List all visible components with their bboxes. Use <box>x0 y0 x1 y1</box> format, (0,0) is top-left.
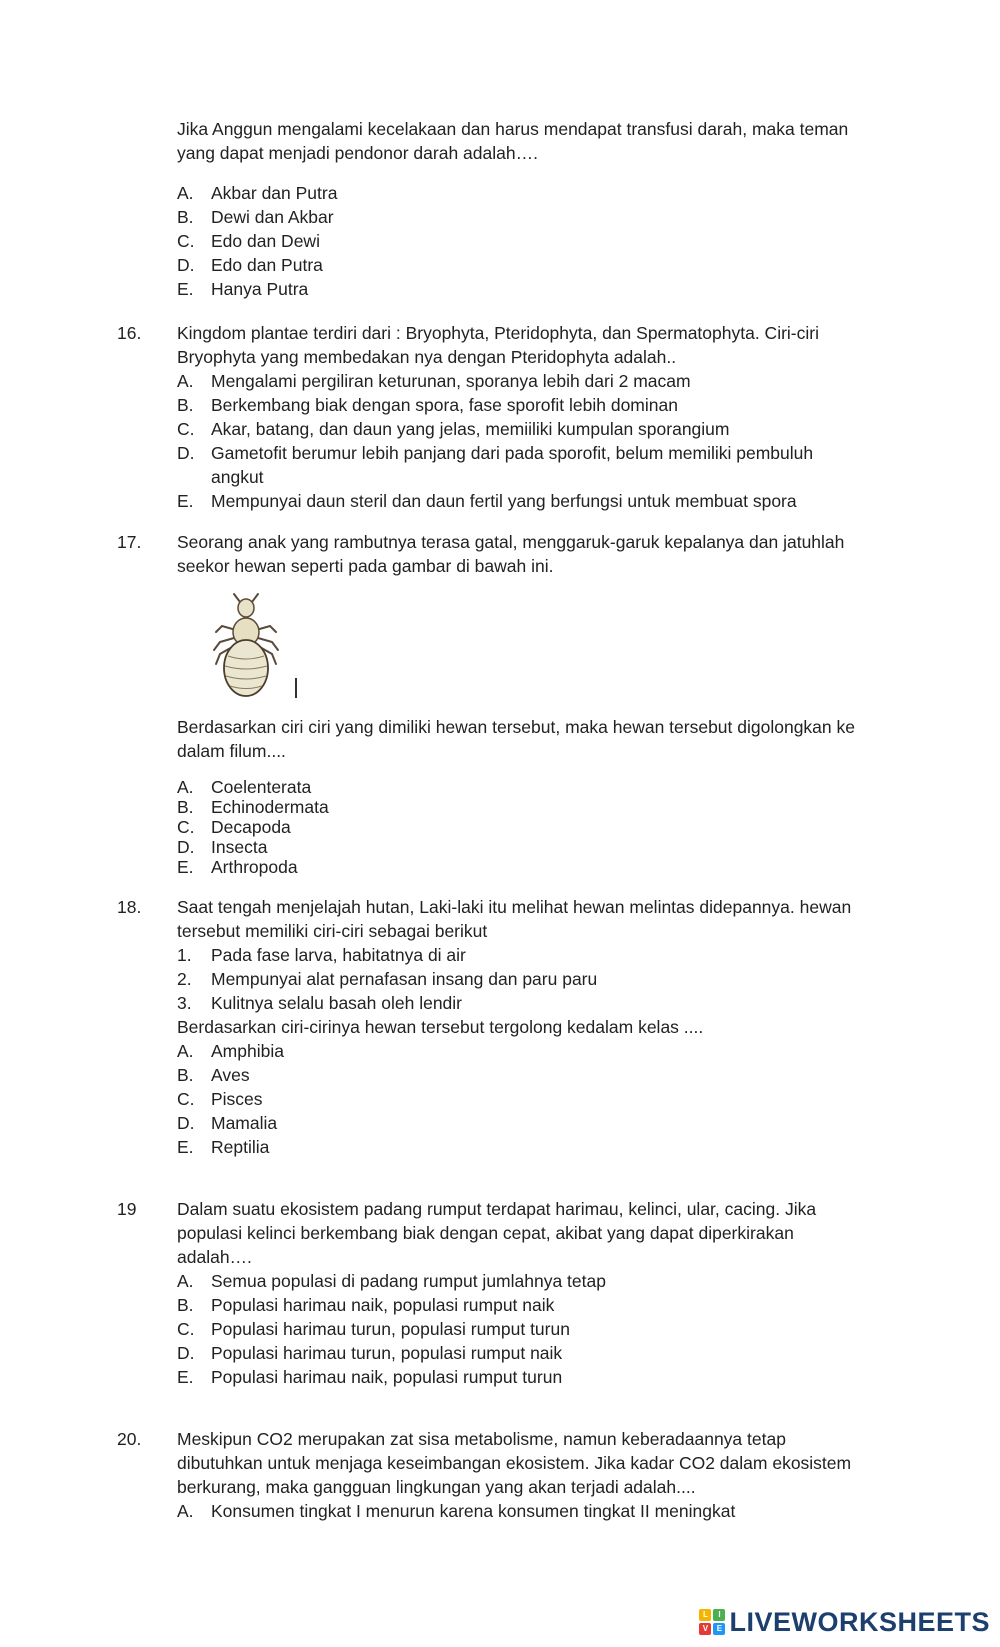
question-stem-line: Berdasarkan ciri-cirinya hewan tersebut tergolong kedalam kelas .... <box>177 1017 704 1037</box>
louse-illustration <box>208 592 284 702</box>
answer-option-b[interactable]: B. Dewi dan Akbar <box>177 207 334 227</box>
answer-option-d-continuation: angkut <box>211 467 264 487</box>
answer-option-a[interactable]: A. Akbar dan Putra <box>177 183 338 203</box>
question-stem-line: Bryophyta yang membedakan nya dengan Pteridophyta adalah.. <box>177 347 677 367</box>
question-stem-line: Seorang anak yang rambutnya terasa gatal, menggaruk-garuk kepalanya dan jatuhlah <box>177 532 845 552</box>
answer-option-d[interactable]: D. Populasi harimau turun, populasi rumput naik <box>177 1343 563 1363</box>
question-stem-line: Dalam suatu ekosistem padang rumput terdapat harimau, kelinci, ular, cacing. Jika <box>177 1199 817 1219</box>
answer-option-e[interactable]: E. Arthropoda <box>177 857 298 877</box>
answer-option-e[interactable]: E. Reptilia <box>177 1137 270 1157</box>
question-number: 16. <box>117 323 142 343</box>
answer-option-d[interactable]: D. Insecta <box>177 837 268 857</box>
question-number: 19 <box>117 1199 137 1219</box>
question-number: 18. <box>117 897 142 917</box>
question-stem-line: tersebut memiliki ciri-ciri sebagai berikut <box>177 921 488 941</box>
answer-option-e[interactable]: E. Hanya Putra <box>177 279 309 299</box>
answer-option-a[interactable]: A. Amphibia <box>177 1041 284 1061</box>
liveworksheets-logo <box>699 1606 990 1638</box>
answer-option-e[interactable]: E. Mempunyai daun steril dan daun fertil yang berfungsi untuk membuat spora <box>177 491 797 511</box>
answer-option-c[interactable]: C. Decapoda <box>177 817 291 837</box>
answer-option-d[interactable]: D. Gametofit berumur lebih panjang dari pada sporofit, belum memiliki pembuluh <box>177 443 814 463</box>
question-stem-line: dibutuhkan untuk menjaga keseimbangan ekosistem. Jika kadar CO2 dalam ekosistem <box>177 1453 852 1473</box>
question-stem-line: Berdasarkan ciri ciri yang dimiliki hewan tersebut, maka hewan tersebut digolongkan ke <box>177 717 855 737</box>
answer-option-d[interactable]: D. Mamalia <box>177 1113 278 1133</box>
answer-option-d[interactable]: D. Edo dan Putra <box>177 255 323 275</box>
answer-option-a[interactable]: A. Semua populasi di padang rumput jumlahnya tetap <box>177 1271 606 1291</box>
answer-option-b[interactable]: B. Populasi harimau naik, populasi rumput naik <box>177 1295 555 1315</box>
answer-option-b[interactable]: B. Aves <box>177 1065 250 1085</box>
question-number: 20. <box>117 1429 142 1449</box>
feature-item: 3. Kulitnya selalu basah oleh lendir <box>177 993 462 1013</box>
text-cursor <box>295 678 297 698</box>
answer-option-e[interactable]: E. Populasi harimau naik, populasi rumput turun <box>177 1367 563 1387</box>
question-stem-line: adalah…. <box>177 1247 252 1267</box>
answer-option-c[interactable]: C. Pisces <box>177 1089 263 1109</box>
answer-option-a[interactable]: A. Mengalami pergiliran keturunan, sporanya lebih dari 2 macam <box>177 371 691 391</box>
answer-option-c[interactable]: C. Edo dan Dewi <box>177 231 320 251</box>
question-stem-line: Kingdom plantae terdiri dari : Bryophyta, Pteridophyta, dan Spermatophyta. Ciri-ciri <box>177 323 819 343</box>
feature-item: 1. Pada fase larva, habitatnya di air <box>177 945 466 965</box>
answer-option-c[interactable]: C. Akar, batang, dan daun yang jelas, memiiliki kumpulan sporangium <box>177 419 730 439</box>
answer-option-b[interactable]: B. Berkembang biak dengan spora, fase sporofit lebih dominan <box>177 395 678 415</box>
question-stem-line: yang dapat menjadi pendonor darah adalah…. <box>177 143 538 163</box>
answer-option-a[interactable]: A. Konsumen tingkat I menurun karena konsumen tingkat II meningkat <box>177 1501 736 1521</box>
question-stem-line: Jika Anggun mengalami kecelakaan dan harus mendapat transfusi darah, maka teman <box>177 119 849 139</box>
feature-item: 2. Mempunyai alat pernafasan insang dan paru paru <box>177 969 598 989</box>
answer-option-c[interactable]: C. Populasi harimau turun, populasi rumput turun <box>177 1319 570 1339</box>
question-stem-line: berkurang, maka gangguan lingkungan yang akan terjadi adalah.... <box>177 1477 696 1497</box>
answer-option-a[interactable]: A. Coelenterata <box>177 777 312 797</box>
logo-mark-icon: L I V E <box>699 1609 725 1635</box>
question-stem-line: Saat tengah menjelajah hutan, Laki-laki itu melihat hewan melintas didepannya. hewan <box>177 897 852 917</box>
question-stem-line: seekor hewan seperti pada gambar di bawah ini. <box>177 556 554 576</box>
question-stem-line: dalam filum.... <box>177 741 286 761</box>
question-stem-line: Meskipun CO2 merupakan zat sisa metabolisme, namun keberadaannya tetap <box>177 1429 786 1449</box>
answer-option-b[interactable]: B. Echinodermata <box>177 797 329 817</box>
logo-text: LIVEWORKSHEETS <box>729 1606 990 1637</box>
question-stem-line: populasi kelinci berkembang biak dengan cepat, akibat yang dapat diperkirakan <box>177 1223 794 1243</box>
question-number: 17. <box>117 532 142 552</box>
